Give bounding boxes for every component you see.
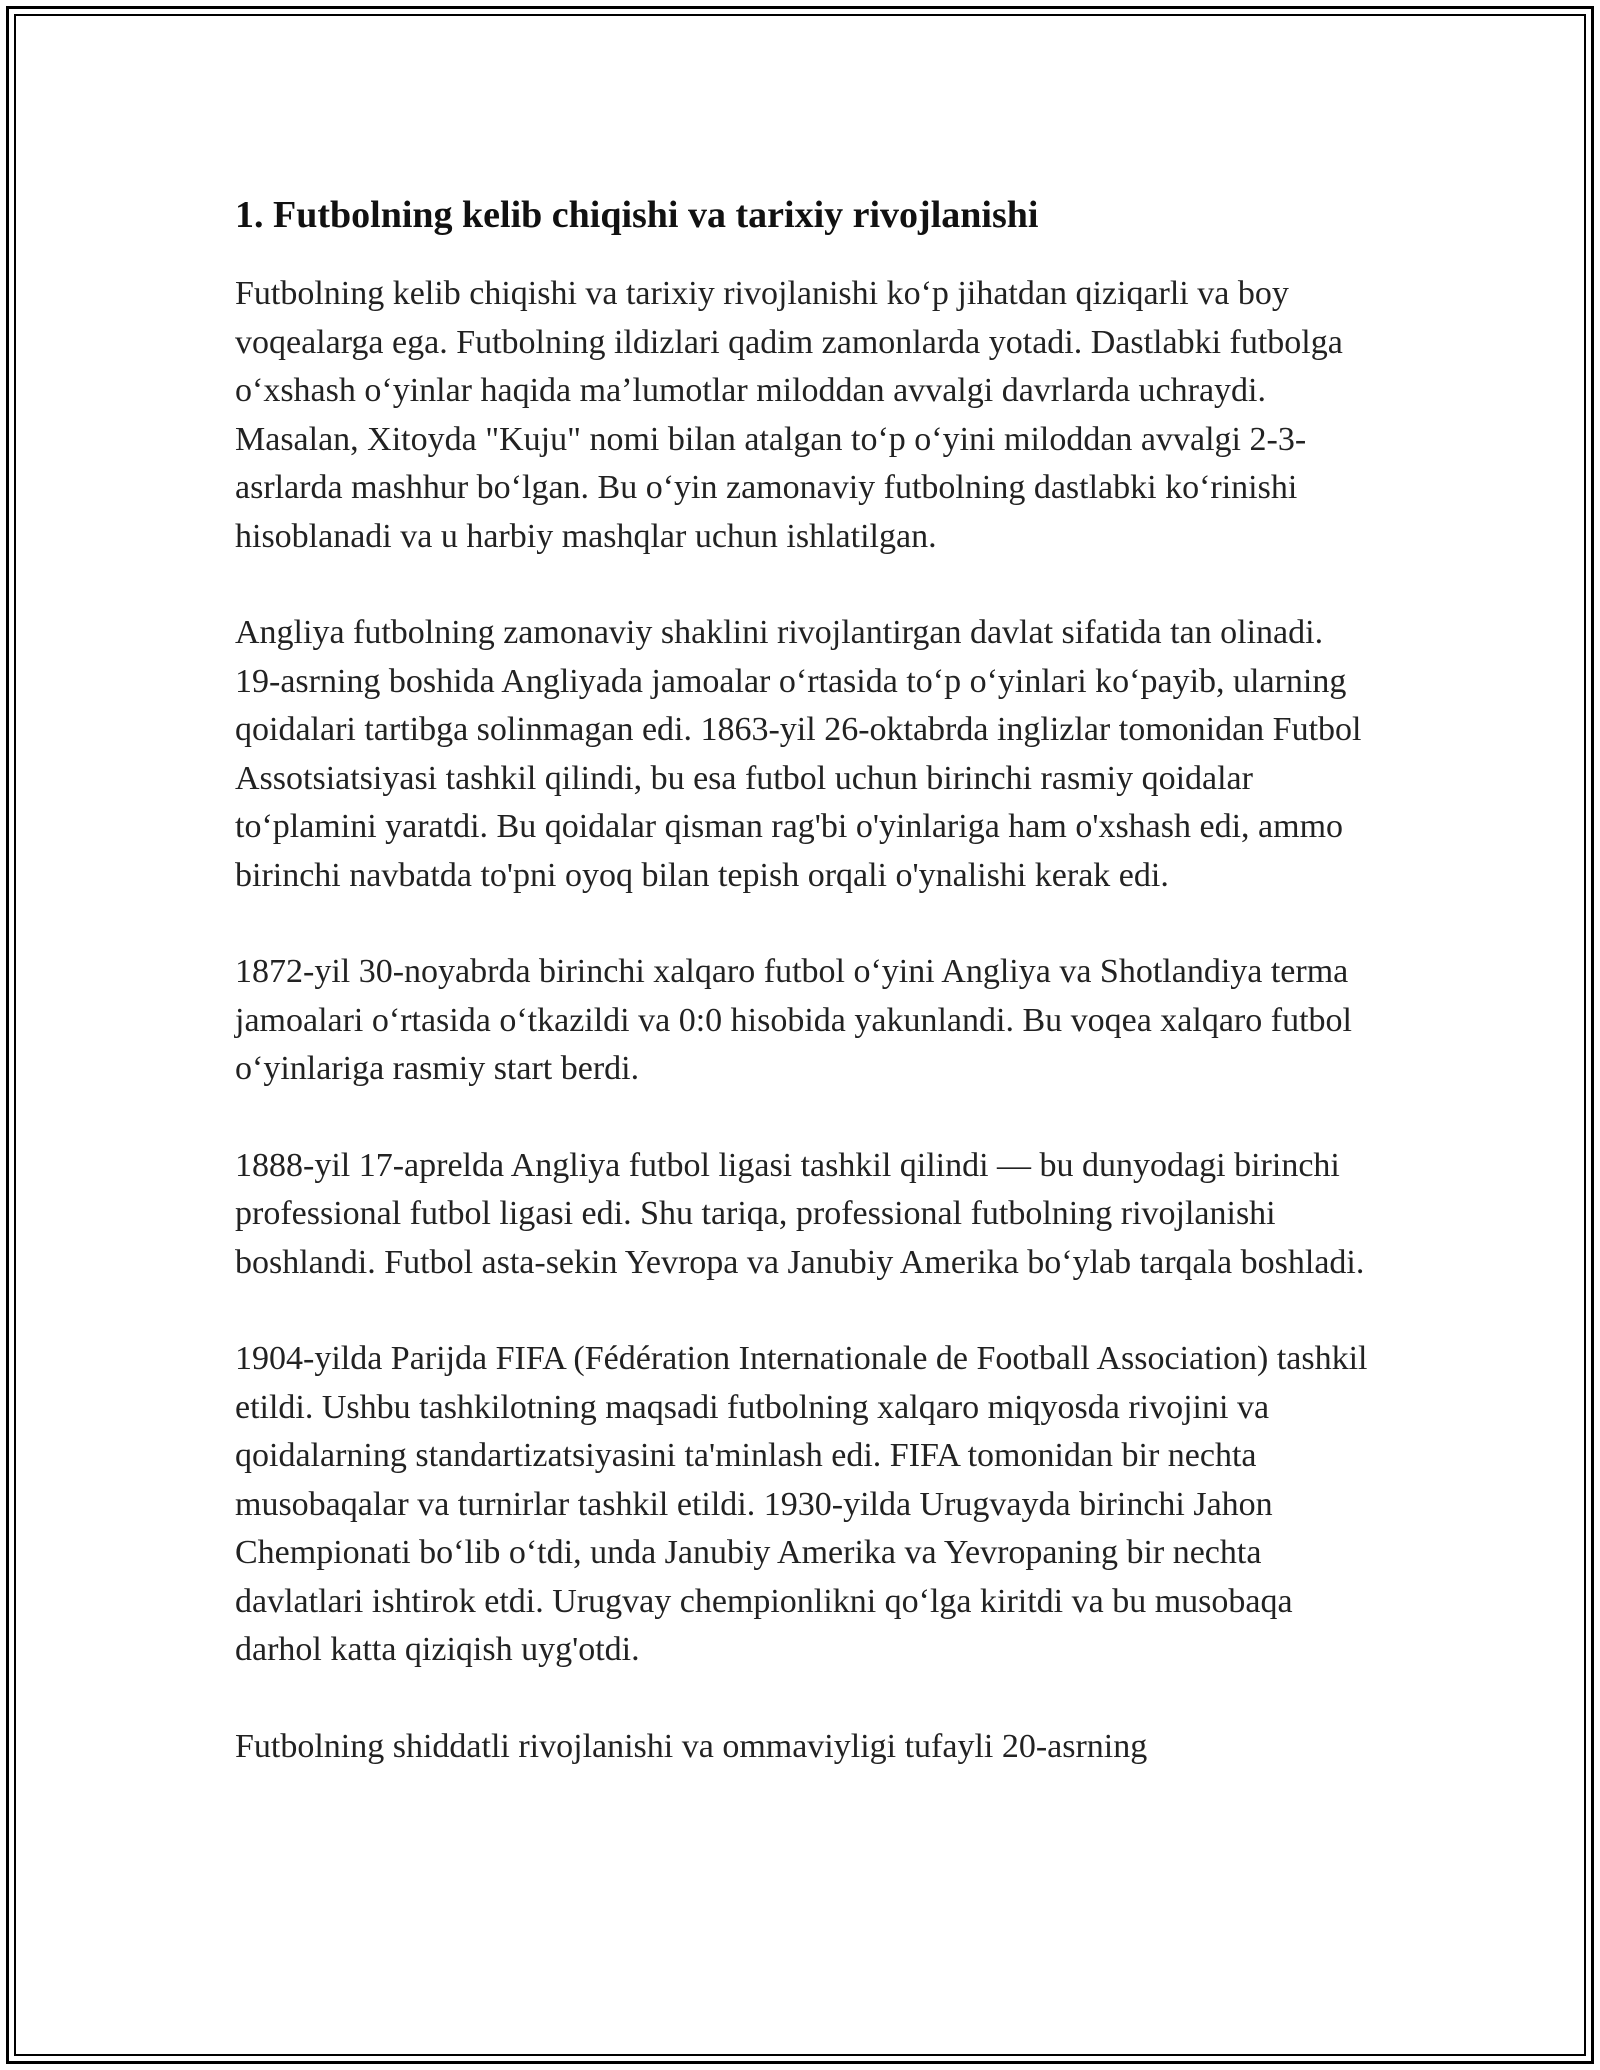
paragraph-first-international: 1872-yil 30-noyabrda birinchi xalqaro futbol oʻyini Angliya va Shotlandiya terma jamoalari oʻrtasida oʻtkazildi va 0:0 hisobida yakunlandi. Bu voqea xalqaro futbol oʻyinlariga rasmiy start berdi. — [235, 953, 1352, 1087]
paragraph-football-league: 1888-yil 17-aprelda Angliya futbol ligasi tashkil qilindi — bu dunyodagi birinchi professional futbol ligasi edi. Shu tariqa, professional futbolning rivojlanishi boshlandi. Futbol asta-sekin Yevropa va Janubiy Amerika boʻylab tarqala boshladi. — [235, 1146, 1365, 1281]
paragraph-20th-century: Futbolning shiddatli rivojlanishi va ommaviyligi tufayli 20-asrning — [235, 1727, 1148, 1765]
document-content — [235, 186, 1375, 1819]
paragraph-origins: Futbolning kelib chiqishi va tarixiy rivojlanishi koʻp jihatdan qiziqarli va boy voqealarga ega. Futbolning ildizlari qadim zamonlarda yotadi. Dastlabki futbolga oʻxshash oʻyinlar haqida maʼlumotlar miloddan avvalgi davrlarda uchraydi. Masalan, Xitoyda "Kuju" nomi bilan atalgan toʻp oʻyini miloddan avvalgi 2-3-asrlarda mashhur boʻlgan. Bu oʻyin zamonaviy futbolning dastlabki koʻrinishi hisoblanadi va u harbiy mashqlar uchun ishlatilgan. — [235, 275, 1343, 555]
section-title: 1. Futbolning kelib chiqishi va tarixiy rivojlanishi — [235, 194, 1039, 236]
paragraph-england: Angliya futbolning zamonaviy shaklini rivojlantirgan davlat sifatida tan olinadi. 19-asrning boshida Angliyada jamoalar oʻrtasida toʻp oʻyinlari koʻpayib, ularning qoidalari tartibga solinmagan edi. 1863-yil 26-oktabrda inglizlar tomonidan Futbol Assotsiatsiyasi tashkil qilindi, bu esa futbol uchun birinchi rasmiy qoidalar toʻplamini yaratdi. Bu qoidalar qisman rag'bi o'yinlariga ham o'xshash edi, ammo birinchi navbatda to'pni oyoq bilan tepish orqali o'ynalishi kerak edi. — [235, 614, 1362, 894]
paragraph-fifa: 1904-yilda Parijda FIFA (Fédération Internationale de Football Association) tashkil etildi. Ushbu tashkilotning maqsadi futbolning xalqaro miqyosda rivojini va qoidalarning standartizatsiyasini ta'minlash edi. FIFA tomonidan bir nechta musobaqalar va turnirlar tashkil etildi. 1930-yilda Urugvayda birinchi Jahon Chempionati boʻlib oʻtdi, unda Janubiy Amerika va Yevropaning bir nechta davlatlari ishtirok etdi. Urugvay chempionlikni qoʻlga kiritdi va bu musobaqa darhol katta qiziqish uyg'otdi. — [235, 1340, 1368, 1668]
